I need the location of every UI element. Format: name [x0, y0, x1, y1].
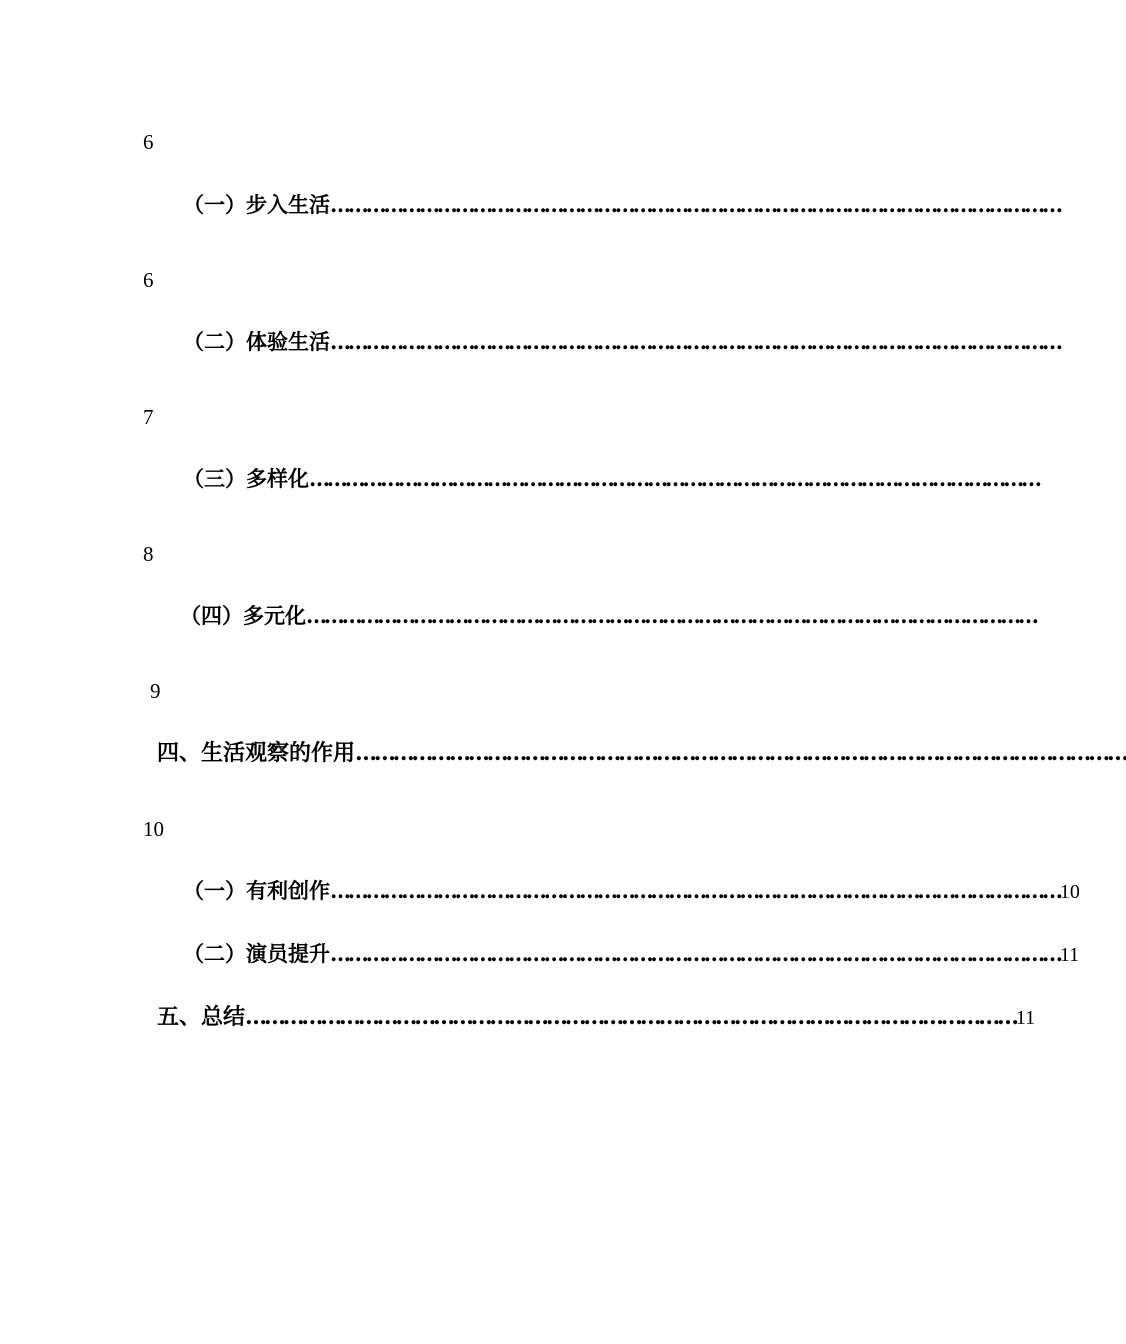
- toc-leader-dots: ……………………………………………………………………………………………………………: [355, 740, 1126, 766]
- toc-entry-page: 10: [1059, 881, 1080, 903]
- toc-entry-label: （四）多元化: [180, 603, 306, 628]
- toc-section-observation-role[interactable]: [157, 740, 1126, 766]
- page-number-orphan: 10: [143, 817, 164, 841]
- toc-entry-actor-improvement[interactable]: [183, 941, 1080, 967]
- toc-entry-page: 11: [1015, 1007, 1036, 1029]
- page-number-orphan: 9: [150, 679, 161, 703]
- toc-entry-page: 11: [1059, 944, 1080, 966]
- toc-entry-diversity[interactable]: [183, 466, 1039, 491]
- toc-entry-pluralism[interactable]: [180, 603, 1036, 628]
- toc-leader-dots: ……………………………………………………………………………………………………………: [309, 466, 1039, 491]
- toc-entry-label: （三）多样化: [183, 466, 309, 491]
- toc-leader-dots: ……………………………………………………………………………………………………………: [245, 1004, 1016, 1030]
- toc-entry-label: （二）演员提升: [183, 941, 330, 966]
- page-number-orphan: 6: [143, 268, 154, 292]
- page-number-orphan: 6: [143, 130, 154, 154]
- toc-leader-dots: ……………………………………………………………………………………………………………: [330, 941, 1060, 966]
- toc-leader-dots: ……………………………………………………………………………………………………………: [330, 329, 1060, 354]
- toc-leader-dots: ……………………………………………………………………………………………………………: [330, 878, 1060, 903]
- toc-entry-label: （二）体验生活: [183, 329, 330, 354]
- toc-entry-label: （一）步入生活: [183, 192, 330, 217]
- toc-leader-dots: ……………………………………………………………………………………………………………: [330, 192, 1060, 217]
- toc-entry-label: 四、生活观察的作用: [157, 740, 356, 766]
- toc-entry-experience-life[interactable]: [183, 329, 1060, 354]
- toc-entry-step-into-life[interactable]: [183, 192, 1060, 217]
- toc-section-summary[interactable]: [157, 1004, 1036, 1030]
- toc-entry-label: （一）有利创作: [183, 878, 330, 903]
- toc-entry-label: 五、总结: [157, 1004, 246, 1030]
- toc-entry-creation[interactable]: [183, 878, 1080, 904]
- page-number-orphan: 7: [143, 405, 154, 429]
- page-number-orphan: 8: [143, 542, 154, 566]
- toc-leader-dots: ……………………………………………………………………………………………………………: [306, 603, 1036, 628]
